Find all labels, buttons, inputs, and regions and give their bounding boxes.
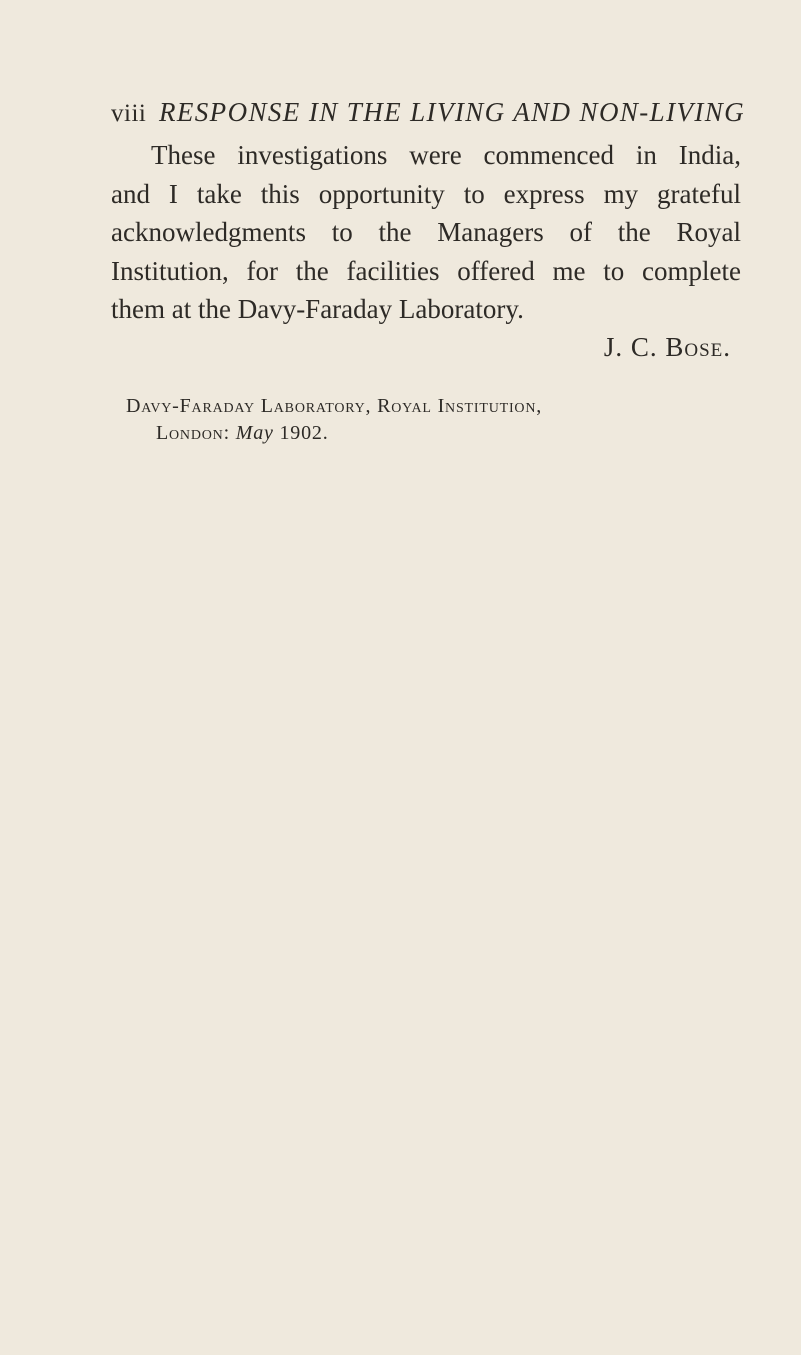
author-signature <box>604 330 731 364</box>
paragraph-line: acknowledgments to the Managers of the Royal <box>111 217 741 247</box>
running-head <box>111 95 746 129</box>
paragraph-line: and I take this opportunity to express my grateful <box>111 178 741 209</box>
paragraph-line: them at the Davy-Faraday Laboratory. <box>111 294 524 324</box>
institution-line: Davy-Faraday Laboratory, Royal Institution, <box>126 395 543 417</box>
page-number: viii <box>111 100 147 127</box>
paragraph-line: These investigations were commenced in India, <box>151 140 741 170</box>
place-date-line <box>126 420 646 447</box>
author-initials: J. C. <box>603 332 658 362</box>
author-surname: Bose. <box>665 332 731 362</box>
dateline-address <box>126 393 646 447</box>
year: 1902. <box>279 422 329 444</box>
month: May <box>235 422 274 444</box>
preface-paragraph <box>111 136 741 329</box>
running-head-title: RESPONSE IN THE LIVING AND NON-LIVING <box>159 97 746 127</box>
city: London: <box>156 422 230 444</box>
paragraph-line: Institution, for the facilities offered me to complete <box>111 255 741 286</box>
